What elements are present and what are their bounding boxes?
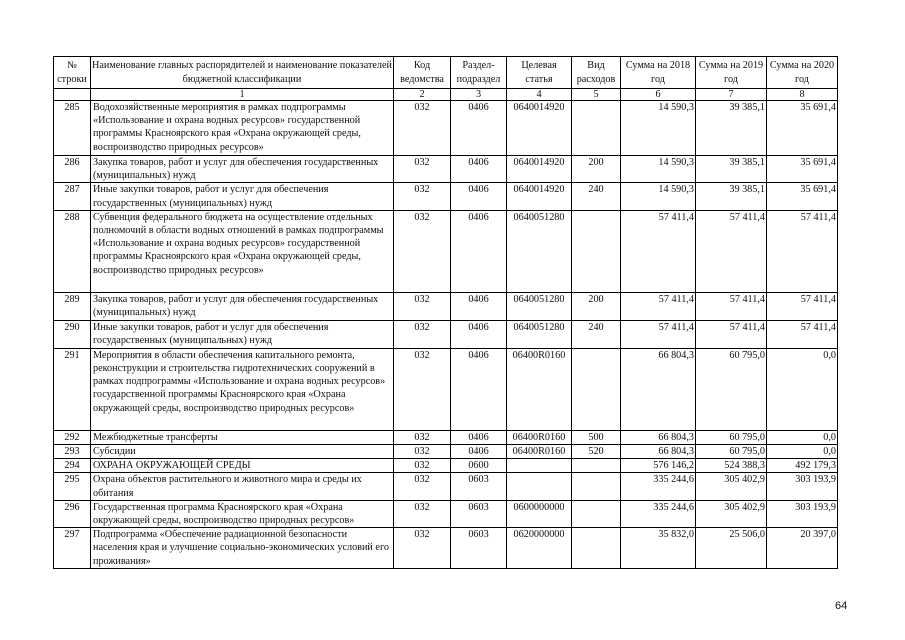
row-sum-2018-cell: 66 804,3	[621, 445, 696, 459]
row-sum-2020-cell: 57 411,4	[767, 320, 838, 348]
row-number-cell: 296	[54, 500, 91, 527]
header-expense-type: Вид расходов	[572, 57, 621, 89]
row-number-cell: 292	[54, 430, 91, 444]
row-sum-2020-cell: 303 193,9	[767, 500, 838, 527]
row-name-cell: Межбюджетные трансферты	[91, 430, 394, 444]
row-number-cell: 286	[54, 156, 91, 183]
table-row	[54, 183, 838, 210]
header-sum-2019: Сумма на 2019 год	[696, 57, 767, 89]
row-number-cell: 294	[54, 459, 91, 473]
row-section-cell: 0603	[451, 473, 507, 500]
row-sum-2019-cell: 39 385,1	[696, 156, 767, 183]
row-section-cell: 0406	[451, 210, 507, 292]
row-target-article-cell	[507, 459, 572, 473]
row-sum-2019-cell: 39 385,1	[696, 183, 767, 210]
row-department-code-cell: 032	[394, 292, 451, 320]
row-department-code-cell: 032	[394, 183, 451, 210]
row-department-code-cell: 032	[394, 445, 451, 459]
row-sum-2019-cell: 305 402,9	[696, 473, 767, 500]
row-target-article-cell: 0640014920	[507, 183, 572, 210]
row-department-code-cell: 032	[394, 156, 451, 183]
row-name-cell: Подпрограмма «Обеспечение радиационной безопасности населения края и улучшение социально-экономических условий его проживания»	[91, 528, 394, 569]
column-number	[54, 89, 91, 101]
column-number: 8	[767, 89, 838, 101]
row-expense-type-cell	[572, 101, 621, 156]
row-section-cell: 0603	[451, 528, 507, 569]
row-sum-2019-cell: 524 388,3	[696, 459, 767, 473]
header-row-number: № строки	[54, 57, 91, 89]
row-name-cell: Иные закупки товаров, работ и услуг для обеспечения государственных (муниципальных) нужд	[91, 320, 394, 348]
row-number-cell: 293	[54, 445, 91, 459]
row-number-cell: 285	[54, 101, 91, 156]
row-number-cell: 287	[54, 183, 91, 210]
row-name-cell: Охрана объектов растительного и животного мира и среды их обитания	[91, 473, 394, 500]
column-number: 4	[507, 89, 572, 101]
row-name-cell: Государственная программа Красноярского края «Охрана окружающей среды, воспроизводство природных ресурсов»	[91, 500, 394, 527]
row-sum-2018-cell: 14 590,3	[621, 101, 696, 156]
row-expense-type-cell: 200	[572, 292, 621, 320]
row-expense-type-cell	[572, 459, 621, 473]
budget-table	[53, 56, 838, 569]
row-sum-2019-cell: 57 411,4	[696, 210, 767, 292]
table-row	[54, 459, 838, 473]
row-sum-2019-cell: 60 795,0	[696, 348, 767, 430]
row-sum-2018-cell: 57 411,4	[621, 210, 696, 292]
row-expense-type-cell: 500	[572, 430, 621, 444]
row-section-cell: 0406	[451, 430, 507, 444]
row-name-cell: Закупка товаров, работ и услуг для обеспечения государственных (муниципальных) нужд	[91, 292, 394, 320]
row-sum-2020-cell: 35 691,4	[767, 101, 838, 156]
row-number-cell: 288	[54, 210, 91, 292]
row-target-article-cell: 06400R0160	[507, 445, 572, 459]
row-sum-2019-cell: 60 795,0	[696, 445, 767, 459]
table-row	[54, 500, 838, 527]
header-department-code: Код ведомства	[394, 57, 451, 89]
row-sum-2019-cell: 39 385,1	[696, 101, 767, 156]
row-name-cell: Мероприятия в области обеспечения капитального ремонта, реконструкции и строительства гидротехнических сооружений в рамках подпрограммы «Использование и охрана водных ресурсов» государственной программы Красноярского края «Охрана окружающей среды, воспроизводство природных ресурсов»	[91, 348, 394, 430]
header-name: Наименование главных распорядителей и наименование показателей бюджетной классификации	[91, 57, 394, 89]
row-target-article-cell: 06400R0160	[507, 430, 572, 444]
column-number: 6	[621, 89, 696, 101]
row-sum-2019-cell: 57 411,4	[696, 292, 767, 320]
row-sum-2019-cell: 305 402,9	[696, 500, 767, 527]
row-target-article-cell: 0620000000	[507, 528, 572, 569]
row-sum-2018-cell: 35 832,0	[621, 528, 696, 569]
row-section-cell: 0406	[451, 320, 507, 348]
row-section-cell: 0406	[451, 183, 507, 210]
row-number-cell: 290	[54, 320, 91, 348]
row-expense-type-cell	[572, 528, 621, 569]
row-sum-2018-cell: 57 411,4	[621, 320, 696, 348]
row-expense-type-cell: 200	[572, 156, 621, 183]
row-target-article-cell: 0640051280	[507, 292, 572, 320]
table-row	[54, 430, 838, 444]
row-sum-2020-cell: 0,0	[767, 430, 838, 444]
row-sum-2018-cell: 66 804,3	[621, 430, 696, 444]
column-number: 3	[451, 89, 507, 101]
row-sum-2018-cell: 14 590,3	[621, 183, 696, 210]
row-target-article-cell: 0640014920	[507, 101, 572, 156]
row-target-article-cell: 06400R0160	[507, 348, 572, 430]
row-number-cell: 291	[54, 348, 91, 430]
row-sum-2018-cell: 335 244,6	[621, 500, 696, 527]
row-department-code-cell: 032	[394, 210, 451, 292]
column-number: 2	[394, 89, 451, 101]
row-sum-2020-cell: 57 411,4	[767, 292, 838, 320]
row-name-cell: ОХРАНА ОКРУЖАЮЩЕЙ СРЕДЫ	[91, 459, 394, 473]
row-sum-2019-cell: 57 411,4	[696, 320, 767, 348]
page-number: 64	[835, 600, 848, 612]
row-target-article-cell	[507, 473, 572, 500]
row-sum-2020-cell: 303 193,9	[767, 473, 838, 500]
row-number-cell: 297	[54, 528, 91, 569]
row-target-article-cell: 0600000000	[507, 500, 572, 527]
row-section-cell: 0406	[451, 101, 507, 156]
table-header-row	[54, 57, 838, 89]
row-name-cell: Субсидии	[91, 445, 394, 459]
row-section-cell: 0406	[451, 348, 507, 430]
row-sum-2019-cell: 60 795,0	[696, 430, 767, 444]
row-expense-type-cell: 240	[572, 320, 621, 348]
column-number: 5	[572, 89, 621, 101]
row-expense-type-cell	[572, 473, 621, 500]
table-row	[54, 528, 838, 569]
row-department-code-cell: 032	[394, 500, 451, 527]
row-sum-2020-cell: 35 691,4	[767, 183, 838, 210]
table-row	[54, 473, 838, 500]
row-sum-2020-cell: 57 411,4	[767, 210, 838, 292]
table-row	[54, 348, 838, 430]
row-target-article-cell: 0640051280	[507, 320, 572, 348]
row-sum-2018-cell: 66 804,3	[621, 348, 696, 430]
row-number-cell: 295	[54, 473, 91, 500]
column-number: 1	[91, 89, 394, 101]
row-number-cell: 289	[54, 292, 91, 320]
row-expense-type-cell	[572, 210, 621, 292]
row-expense-type-cell: 240	[572, 183, 621, 210]
row-sum-2019-cell: 25 506,0	[696, 528, 767, 569]
row-expense-type-cell: 520	[572, 445, 621, 459]
row-sum-2018-cell: 335 244,6	[621, 473, 696, 500]
row-sum-2018-cell: 576 146,2	[621, 459, 696, 473]
header-target-article: Целевая статья	[507, 57, 572, 89]
table-row	[54, 292, 838, 320]
row-section-cell: 0406	[451, 445, 507, 459]
row-target-article-cell: 0640051280	[507, 210, 572, 292]
row-name-cell: Иные закупки товаров, работ и услуг для обеспечения государственных (муниципальных) нужд	[91, 183, 394, 210]
row-name-cell: Закупка товаров, работ и услуг для обеспечения государственных (муниципальных) нужд	[91, 156, 394, 183]
row-section-cell: 0406	[451, 292, 507, 320]
table-row	[54, 210, 838, 292]
row-sum-2020-cell: 492 179,3	[767, 459, 838, 473]
table-row	[54, 320, 838, 348]
header-sum-2020: Сумма на 2020 год	[767, 57, 838, 89]
row-expense-type-cell	[572, 500, 621, 527]
row-sum-2020-cell: 0,0	[767, 348, 838, 430]
row-target-article-cell: 0640014920	[507, 156, 572, 183]
row-section-cell: 0406	[451, 156, 507, 183]
row-sum-2018-cell: 14 590,3	[621, 156, 696, 183]
row-department-code-cell: 032	[394, 101, 451, 156]
row-department-code-cell: 032	[394, 473, 451, 500]
row-department-code-cell: 032	[394, 348, 451, 430]
header-sum-2018: Сумма на 2018 год	[621, 57, 696, 89]
table-row	[54, 101, 838, 156]
row-department-code-cell: 032	[394, 459, 451, 473]
row-name-cell: Субвенция федерального бюджета на осуществление отдельных полномочий в области водных отношений в рамках подпрограммы «Использование и охрана водных ресурсов» государственной программы Красноярского края «Охрана окружающей среды, воспроизводство природных ресурсов»	[91, 210, 394, 292]
row-name-cell: Водохозяйственные мероприятия в рамках подпрограммы «Использование и охрана водных ресурсов» государственной программы Красноярского края «Охрана окружающей среды, воспроизводство природных ресурсов»	[91, 101, 394, 156]
table-row	[54, 445, 838, 459]
row-section-cell: 0603	[451, 500, 507, 527]
column-number-row	[54, 89, 838, 101]
table-row	[54, 156, 838, 183]
row-sum-2020-cell: 35 691,4	[767, 156, 838, 183]
row-sum-2020-cell: 20 397,0	[767, 528, 838, 569]
row-sum-2020-cell: 0,0	[767, 445, 838, 459]
header-section: Раздел-подраздел	[451, 57, 507, 89]
row-expense-type-cell	[572, 348, 621, 430]
row-department-code-cell: 032	[394, 528, 451, 569]
row-department-code-cell: 032	[394, 430, 451, 444]
column-number: 7	[696, 89, 767, 101]
row-department-code-cell: 032	[394, 320, 451, 348]
row-section-cell: 0600	[451, 459, 507, 473]
row-sum-2018-cell: 57 411,4	[621, 292, 696, 320]
